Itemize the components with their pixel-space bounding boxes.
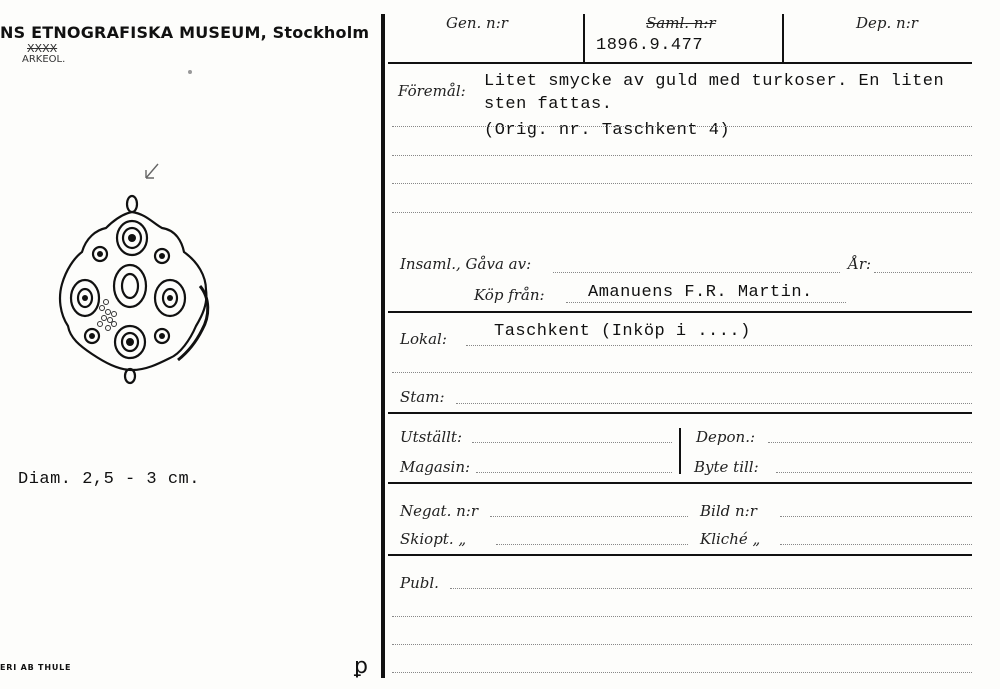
saml-label: Saml. n:r — [646, 14, 716, 32]
rule-after-photo — [388, 554, 972, 556]
dep-label: Dep. n:r — [856, 14, 918, 32]
dotted-line — [456, 403, 972, 404]
dotted-line — [392, 212, 972, 213]
gen-label: Gen. n:r — [446, 14, 508, 32]
dotted-line — [392, 183, 972, 184]
rule-after-storage — [388, 482, 972, 484]
dotted-line — [392, 372, 972, 373]
dotted-line — [466, 345, 972, 346]
dotted-line — [768, 442, 972, 443]
diameter-note: Diam. 2,5 - 3 cm. — [18, 470, 200, 489]
foremal-line-1: Litet smycke av guld med turkoser. En liten — [484, 72, 945, 91]
depon-label: Depon.: — [696, 428, 756, 446]
rule-after-acquisition — [388, 311, 972, 313]
top-row-divider-1 — [583, 14, 585, 62]
storage-divider — [679, 428, 681, 474]
speck — [188, 70, 192, 74]
dotted-line — [392, 644, 972, 645]
dotted-line — [780, 516, 972, 517]
kop-label: Köp från: — [474, 286, 545, 304]
insaml-label: Insaml., Gåva av: — [400, 255, 532, 273]
dotted-line — [776, 472, 972, 473]
byte-label: Byte till: — [694, 458, 759, 476]
printer-imprint: ERI AB THULE — [0, 663, 72, 672]
skiopt-label: Skiopt. „ — [400, 530, 467, 548]
rule-after-top-row — [388, 62, 972, 64]
dotted-line — [450, 588, 972, 589]
stam-label: Stam: — [400, 388, 445, 406]
dotted-line — [566, 302, 846, 303]
card-divider — [381, 14, 385, 678]
dotted-line — [490, 516, 688, 517]
lokal-value: Taschkent (Inköp i ....) — [494, 322, 751, 341]
kop-value: Amanuens F.R. Martin. — [588, 283, 813, 302]
pendant-illustration — [50, 158, 220, 390]
dotted-line — [392, 616, 972, 617]
negat-label: Negat. n:r — [400, 502, 478, 520]
bild-label: Bild n:r — [700, 502, 757, 520]
top-row-divider-2 — [782, 14, 784, 62]
dotted-line — [553, 272, 840, 273]
saml-value: 1896.9.477 — [596, 36, 704, 55]
corner-mark: ꝑ — [354, 654, 368, 679]
dotted-line — [392, 126, 972, 127]
kliche-label: Kliché „ — [700, 530, 761, 548]
dotted-line — [476, 472, 672, 473]
foremal-label: Föremål: — [398, 82, 466, 100]
dotted-line — [780, 544, 972, 545]
struck-department-text: XXXX — [27, 42, 58, 55]
ar-label: År: — [848, 255, 872, 273]
department-stamp: ARKEOL. — [22, 54, 66, 65]
dotted-line — [874, 272, 972, 273]
dotted-line — [392, 672, 972, 673]
museum-header: NS ETNOGRAFISKA MUSEUM, Stockholm — [0, 23, 370, 42]
dotted-line — [496, 544, 688, 545]
utstallt-label: Utställt: — [400, 428, 463, 446]
dotted-line — [392, 155, 972, 156]
rule-after-stam — [388, 412, 972, 414]
foremal-line-2: sten fattas. — [484, 95, 613, 114]
magasin-label: Magasin: — [400, 458, 471, 476]
dotted-line — [472, 442, 672, 443]
publ-label: Publ. — [400, 574, 439, 592]
lokal-label: Lokal: — [400, 330, 447, 348]
foremal-line-3: (Orig. nr. Taschkent 4) — [484, 121, 731, 140]
